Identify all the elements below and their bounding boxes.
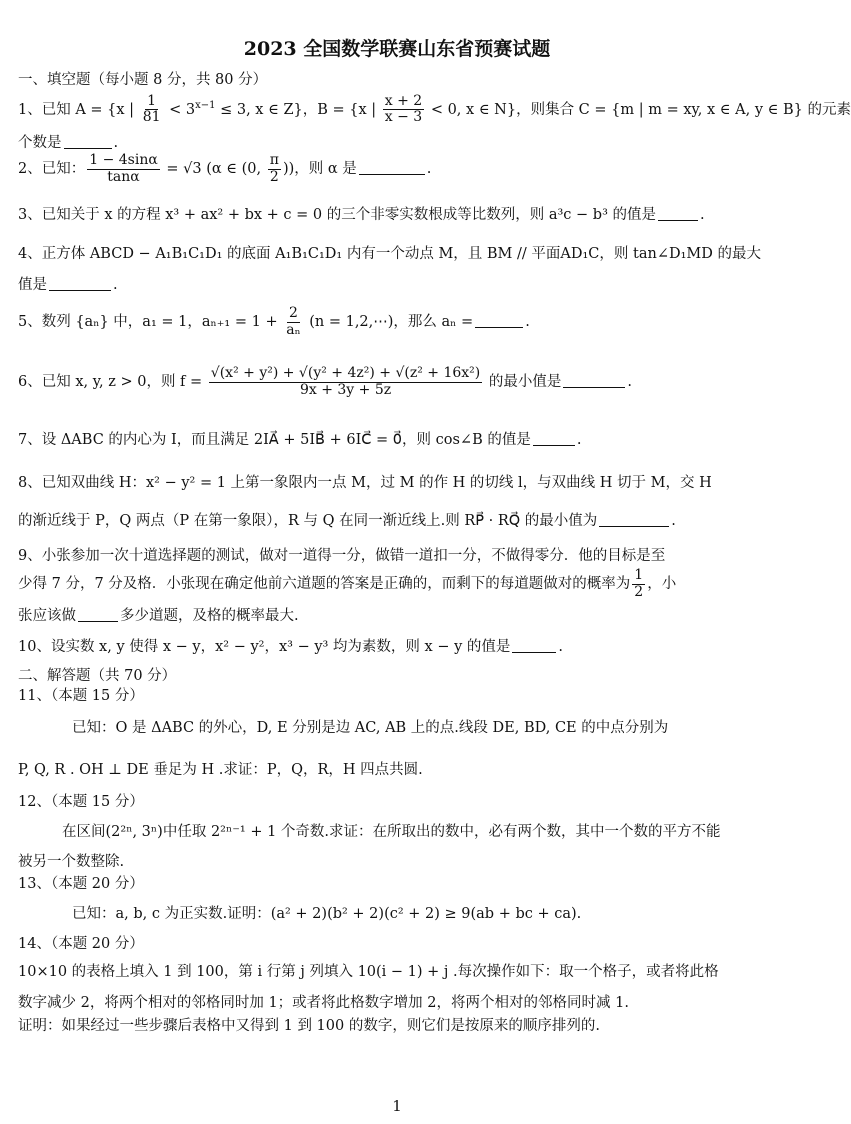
q1-frac2-num: x + 2 xyxy=(384,92,423,109)
q5-frac-num: 2 xyxy=(288,305,298,322)
q3-answer-blank[interactable] xyxy=(658,206,698,221)
q8-text-b: 的渐近线于 P，Q 两点（P 在第一象限），R 与 Q 在同一渐近线上.则 RP⃗ · RQ⃗ 的最小值为 xyxy=(18,513,598,529)
q6-text-b: 的最小值是 xyxy=(484,374,562,390)
q1-frac-den: 81 xyxy=(142,109,161,126)
question-14-line-2: 数字减少 2，将两个相对的邻格同时加 1；或者将此格数字增加 2，将两个相对的邻格同时减 1. xyxy=(18,995,629,1011)
q5-text-b: (n = 1,2,⋯)，那么 aₙ = xyxy=(304,314,474,330)
question-12-line-1: 在区间(2²ⁿ, 3ⁿ)中任取 2²ⁿ⁻¹ + 1 个奇数.求证：在所取出的数中，必有两个数，其中一个数的平方不能 xyxy=(62,824,721,840)
question-14-line-1: 10×10 的表格上填入 1 到 100，第 i 行第 j 列填入 10(i − 1) + j .每次操作如下：取一个格子，或者将此格 xyxy=(18,964,719,980)
q3-text-b: . xyxy=(700,207,705,223)
q2-frac-num: 1 − 4sinα xyxy=(89,152,158,169)
q1-exponent: x−1 xyxy=(195,100,216,111)
q1-text-f: . xyxy=(113,135,119,151)
q10-text-a: 10、设实数 x, y 使得 x − y，x² − y²，x³ − y³ 均为素数，则 x − y 的值是 xyxy=(18,639,511,655)
question-12-heading: 12、（本题 15 分） xyxy=(18,794,144,810)
question-3 xyxy=(18,205,778,225)
q8-answer-blank[interactable] xyxy=(599,512,669,527)
q2-text-a: 2、已知： xyxy=(18,161,86,177)
q6-frac-den: 9x + 3y + 5z xyxy=(299,381,392,398)
question-9-line-3 xyxy=(18,606,778,626)
question-9-line-2 xyxy=(18,567,778,607)
question-13-line-1: 已知：a, b, c 为正实数.证明：(a² + 2)(b² + 2)(c² + 2) ≥ 9(ab + bc + ca). xyxy=(72,906,582,922)
q9-text-e: 多少道题，及格的概率最大. xyxy=(120,608,299,624)
question-12-line-2: 被另一个数整除. xyxy=(18,854,125,870)
page-title: 2023 全国数学联赛山东省预赛试题 xyxy=(243,38,551,60)
q2-answer-blank[interactable] xyxy=(359,160,425,175)
q9-text-c: ，小 xyxy=(647,576,677,592)
q6-text-a: 6、已知 x, y, z > 0，则 f = xyxy=(18,374,207,390)
q6-text-c: . xyxy=(627,374,632,390)
question-8-line-2 xyxy=(18,511,778,531)
section-solution-heading: 二、解答题（共 70 分） xyxy=(18,668,177,684)
q2-text-b: = √3 (α ∈ (0, xyxy=(161,161,266,177)
q5-frac-den: aₙ xyxy=(286,321,301,338)
question-10 xyxy=(18,637,778,657)
q9-text-d: 张应该做 xyxy=(18,608,76,624)
q1-text-e: 个数是 xyxy=(18,135,62,151)
q5-text-c: . xyxy=(525,314,530,330)
q5-fraction xyxy=(284,306,302,338)
q1-text-c: ≤ 3, x ∈ Z}，B = {x | xyxy=(215,101,381,118)
q3-text-a: 3、已知关于 x 的方程 x³ + ax² + bx + c = 0 的三个非零实数根成等比数列，则 a³c − b³ 的值是 xyxy=(18,207,656,223)
q4-answer-blank[interactable] xyxy=(49,276,111,291)
q9-answer-blank[interactable] xyxy=(78,607,118,622)
q2-frac2-den: 2 xyxy=(269,168,279,185)
question-11-line-1: 已知：O 是 ΔABC 的外心，D, E 分别是边 AC, AB 上的点.线段 DE, BD, CE 的中点分别为 xyxy=(72,720,669,736)
question-4-line-1: 4、正方体 ABCD − A₁B₁C₁D₁ 的底面 A₁B₁C₁D₁ 内有一个动点 M，且 BM // 平面AD₁C，则 tan∠D₁MD 的最大 xyxy=(18,246,761,262)
question-1-line-1 xyxy=(18,89,851,129)
question-11-heading: 11、（本题 15 分） xyxy=(18,688,144,704)
q2-text-d: . xyxy=(426,161,432,177)
q8-text-c: . xyxy=(671,513,676,529)
q5-answer-blank[interactable] xyxy=(475,313,523,328)
question-14-heading: 14、（本题 20 分） xyxy=(18,936,144,952)
q9-frac-den: 2 xyxy=(634,583,644,600)
q1-text-a: 1、已知 A = {x | xyxy=(18,101,139,118)
question-6 xyxy=(18,365,778,405)
q2-frac2-num: π xyxy=(269,152,279,169)
q1-fraction xyxy=(141,94,163,126)
q2-text-c: ))，则 α 是 xyxy=(282,161,357,177)
q1-frac2-den: x − 3 xyxy=(384,109,423,126)
q9-fraction xyxy=(632,568,645,600)
question-13-heading: 13、（本题 20 分） xyxy=(18,876,144,892)
q10-answer-blank[interactable] xyxy=(512,638,556,653)
question-5 xyxy=(18,305,778,345)
page-number: 1 xyxy=(392,1097,402,1115)
question-11-line-2: P, Q, R . OH ⊥ DE 垂足为 H .求证：P，Q，R，H 四点共圆. xyxy=(18,762,423,778)
q10-text-b: . xyxy=(558,639,563,655)
q4-text-c: . xyxy=(113,277,118,293)
q2-fraction-2 xyxy=(268,153,281,185)
q1-text-b: < 3 xyxy=(164,101,196,118)
q9-text-b: 少得 7 分，7 分及格．小张现在确定他前六道题的答案是正确的，而剩下的每道题做对的概率为 xyxy=(18,576,631,592)
q7-text-a: 7、设 ΔABC 的内心为 I，而且满足 2IA⃗ + 5IB⃗ + 6IC⃗ = 0⃗，则 cos∠B 的值是 xyxy=(18,432,531,448)
q5-text-a: 5、数列 {aₙ} 中，a₁ = 1，aₙ₊₁ = 1 + xyxy=(18,314,283,330)
question-8-line-1: 8、已知双曲线 H：x² − y² = 1 上第一象限内一点 M，过 M 的作 H 的切线 l，与双曲线 H 切于 M，交 H xyxy=(18,475,712,491)
q6-fraction xyxy=(209,366,482,398)
q2-fraction xyxy=(87,153,160,185)
question-4-line-2 xyxy=(18,275,778,295)
question-9-line-1: 9、小张参加一次十道选择题的测试，做对一道得一分，做错一道扣一分，不做得零分．他的目标是至 xyxy=(18,548,666,564)
q6-answer-blank[interactable] xyxy=(563,373,625,388)
q1-fraction-2 xyxy=(383,94,424,126)
question-1-line-2 xyxy=(18,133,778,153)
section-fill-in-heading: 一、填空题（每小题 8 分，共 80 分） xyxy=(18,72,268,88)
q6-frac-num: √(x² + y²) + √(y² + 4z²) + √(z² + 16x²) xyxy=(210,365,481,382)
q1-answer-blank[interactable] xyxy=(64,134,112,149)
q1-text-d: < 0, x ∈ N}，则集合 C = {m | m = xy, x ∈ A, y ∈ B} 的元素 xyxy=(426,101,851,118)
q9-frac-num: 1 xyxy=(634,567,644,584)
question-2 xyxy=(18,152,778,192)
question-14-line-3: 证明：如果经过一些步骤后表格中又得到 1 到 100 的数字，则它们是按原来的顺序排列的. xyxy=(18,1018,600,1034)
q4-text-b: 值是 xyxy=(18,277,47,293)
q7-text-b: . xyxy=(576,432,582,448)
q1-frac-num: 1 xyxy=(147,92,157,109)
q7-answer-blank[interactable] xyxy=(533,431,575,446)
question-7 xyxy=(18,430,778,450)
q2-frac-den: tanα xyxy=(107,168,140,185)
